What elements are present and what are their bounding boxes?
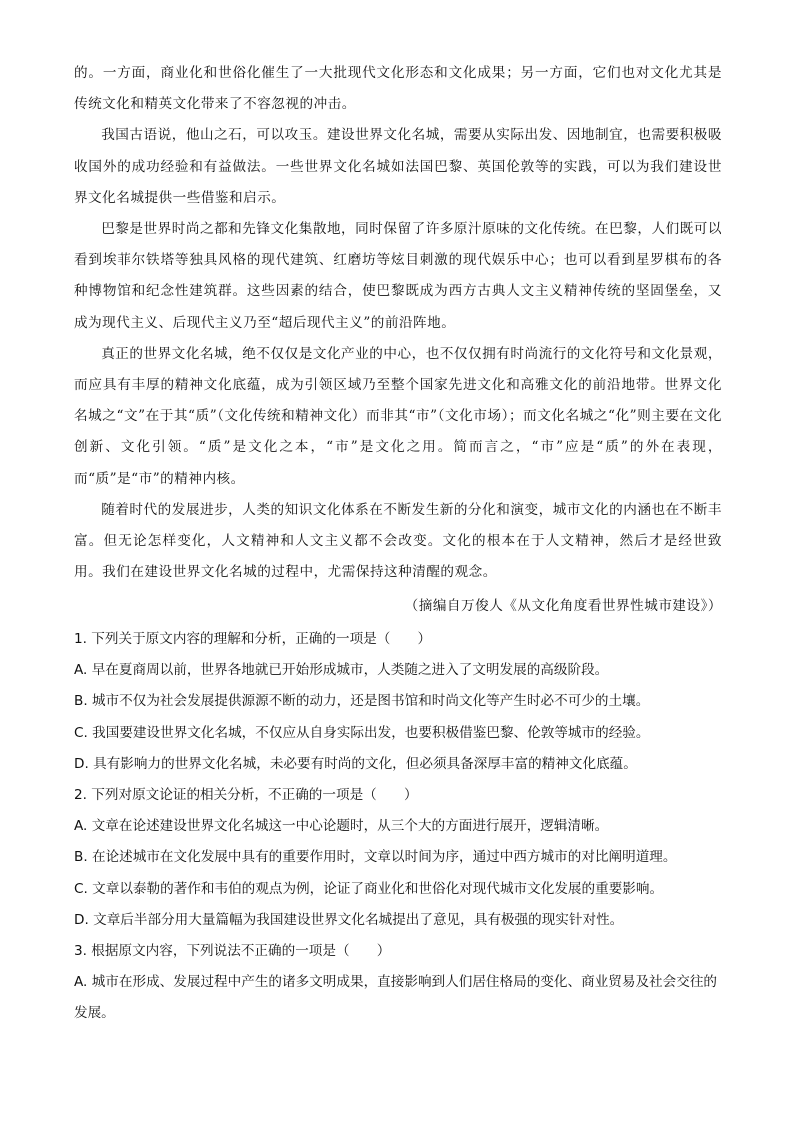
question-1 — [74, 624, 722, 780]
passage-paragraph: 随着时代的发展进步，人类的知识文化体系在不断发生新的分化和演变，城市文化的内涵也在不断丰富。但无论怎样变化，人文精神和人文主义都不会改变。文化的根本在于人文精神，然后才是经世致用。我们在建设世界文化名城的过程中，尤需保持这种清醒的观念。 — [74, 501, 722, 581]
answer-option[interactable]: B. 城市不仅为社会发展提供源源不断的动力，还是图书馆和时尚文化等产生时必不可少的土壤。 — [74, 693, 650, 710]
passage-source: （摘编自万俊人《从文化角度看世界性城市建设》） — [404, 598, 722, 614]
passage-paragraph: 我国古语说，他山之石，可以攻玉。建设世界文化名城，需要从实际出发、因地制宜，也需要积极吸收国外的成功经验和有益做法。一些世界文化名城如法国巴黎、英国伦敦等的实践，可以为我们建设世界文化名城提供一些借鉴和启示。 — [74, 127, 722, 206]
answer-option[interactable]: C. 我国要建设世界文化名城，不仅应从自身实际出发，也要积极借鉴巴黎、伦敦等城市的经验。 — [74, 724, 650, 741]
answer-option[interactable]: D. 文章后半部分用大量篇幅为我国建设世界文化名城提出了意见，具有极强的现实针对性。 — [74, 911, 624, 928]
question-3 — [74, 936, 722, 1030]
answer-option[interactable]: A. 早在夏商周以前，世界各地就已开始形成城市，人类随之进入了文明发展的高级阶段。 — [74, 662, 609, 679]
question-stem: 3. 根据原文内容，下列说法不正确的一项是（ ） — [74, 943, 391, 960]
question-2 — [74, 780, 722, 936]
answer-option[interactable]: B. 在论述城市在文化发展中具有的重要作用时，文章以时间为序，通过中西方城市的对比阐明道理。 — [74, 849, 677, 866]
passage-paragraph: 的。一方面，商业化和世俗化催生了一大批现代文化形态和文化成果；另一方面，它们也对文化尤其是传统文化和精英文化带来了不容忽视的冲击。 — [74, 65, 722, 113]
answer-option[interactable]: A. 文章在论述建设世界文化名城这一中心论题时，从三个大的方面进行展开，逻辑清晰。 — [74, 818, 609, 835]
answer-option[interactable]: C. 文章以泰勒的著作和韦伯的观点为例，论证了商业化和世俗化对现代城市文化发展的重要影响。 — [74, 880, 664, 897]
reading-passage — [74, 58, 722, 588]
question-stem: 1. 下列关于原文内容的理解和分析，正确的一项是（ ） — [74, 631, 432, 647]
answer-option[interactable]: D. 具有影响力的世界文化名城，未必要有时尚的文化，但必须具备深厚丰富的精神文化底蕴。 — [74, 755, 637, 772]
question-list — [74, 624, 722, 1030]
passage-paragraph: 真正的世界文化名城，绝不仅仅是文化产业的中心，也不仅仅拥有时尚流行的文化符号和文化景观，而应具有丰厚的精神文化底蕴，成为引领区域乃至整个国家先进文化和高雅文化的前沿地带。世界文化名城之“文”在于其“质”（文化传统和精神文化）而非其“市”（文化市场）；而文化名城之“化”则主要在文化创新、文化引领。“质”是文化之本，“市”是文化之用。简而言之，“市”应是“质”的外在表现，而“质”是“市”的精神内核。 — [74, 345, 722, 487]
question-stem: 2. 下列对原文论证的相关分析，不正确的一项是（ ） — [74, 787, 418, 804]
answer-option[interactable]: A. 城市在形成、发展过程中产生的诸多文明成果，直接影响到人们居住格局的变化、商业贸易及社会交往的发展。 — [74, 974, 718, 1022]
passage-paragraph: 巴黎是世界时尚之都和先锋文化集散地，同时保留了许多原汁原味的文化传统。在巴黎，人们既可以看到埃菲尔铁塔等独具风格的现代建筑、红磨坊等炫目刺激的现代娱乐中心；也可以看到星罗棋布的各种博物馆和纪念性建筑群。这些因素的结合，使巴黎既成为西方古典人文主义精神传统的坚固堡垒，又成为现代主义、后现代主义乃至“超后现代主义”的前沿阵地。 — [74, 221, 722, 331]
